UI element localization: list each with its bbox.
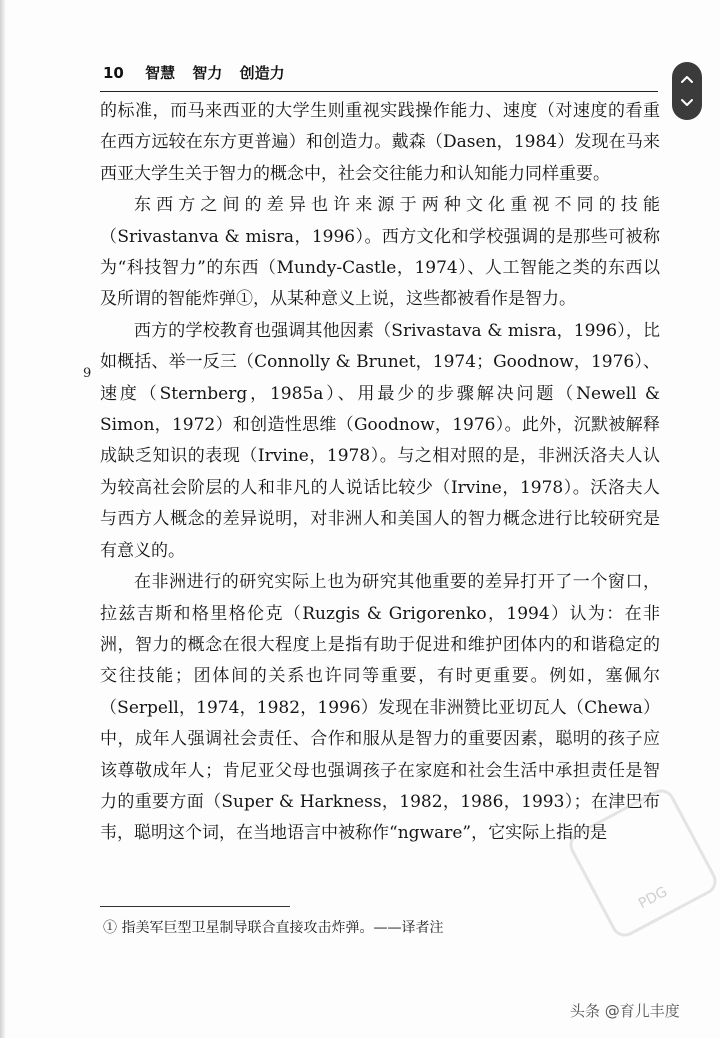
watermark-text: PDG [636, 883, 671, 913]
page-scroll-control [672, 62, 702, 120]
header-rule [100, 91, 658, 92]
footnote: ① 指美军巨型卫星制导联合直接攻击炸弹。——译者注 [103, 920, 444, 936]
page-number: 10 [103, 64, 124, 82]
scroll-down-button[interactable] [672, 90, 702, 116]
source-credit: 头条 @育儿丰度 [570, 1002, 680, 1020]
paragraph: 东西方之间的差异也许来源于两种文化重视不同的技能（Srivastanva & misra，1996）。西方文化和学校强调的是那些可被称为“科技智力”的东西（Mundy-Castle，1974）、人工智能之类的东西以及所谓的智能炸弹①，从某种意义上说，这些都被看作是智力。 [100, 195, 660, 310]
chevron-up-icon [680, 74, 694, 84]
footnote-rule [100, 906, 290, 907]
header-word: 智慧 [145, 64, 176, 82]
header-word: 智力 [192, 64, 223, 82]
paragraph: 西方的学校教育也强调其他因素（Srivastava & misra，1996），比如概括、举一反三（Connolly & Brunet，1974；Goodnow，1976）、速度（Sternberg，1985a）、用最少的步骤解决问题（Newell & Simon，1972）和创造性思维（Goodnow，1976）。此外，沉默被解释成缺乏知识的表现（Irvine，1978）。与之相对照的是，非洲沃洛夫人认为较高社会阶层的人和非凡的人说话比较少（Irvine，1978）。沃洛夫人与西方人概念的差异说明，对非洲人和美国人的智力概念进行比较研究是有意义的。 [100, 320, 660, 561]
page-edge-shadow [0, 0, 6, 1038]
scroll-up-button[interactable] [672, 66, 702, 92]
header-word: 创造力 [239, 64, 285, 82]
paragraph: 在非洲进行的研究实际上也为研究其他重要的差异打开了一个窗口，拉兹吉斯和格里格伦克（Ruzgis & Grigorenko，1994）认为：在非洲，智力的概念在很大程度上是指有助于促进和维护团体内的和谐稳定的交往技能；团体间的关系也许同等重要，有时更重要。例如，塞佩尔（Serpell，1974，1982，1996）发现在非洲赞比亚切瓦人（Chewa）中，成年人强调社会责任、合作和服从是智力的重要因素，聪明的孩子应该尊敬成年人；肯尼亚父母也强调孩子在家庭和社会生活中承担责任是智力的重要方面（Super & Harkness，1982，1986，1993）；在津巴布韦，聪明这个词，在当地语言中被称作“ngware”，它实际上指的是 [100, 572, 660, 844]
paragraph: 的标准，而马来西亚的大学生则重视实践操作能力、速度（对速度的看重在西方远较在东方更普遍）和创造力。戴森（Dasen，1984）发现在马来西亚大学生关于智力的概念中，社会交往能力和认知能力同样重要。 [100, 101, 660, 184]
chevron-down-icon [680, 98, 694, 108]
running-header [103, 62, 663, 88]
body-text [100, 96, 660, 850]
margin-page-marker: 9 [83, 366, 92, 381]
